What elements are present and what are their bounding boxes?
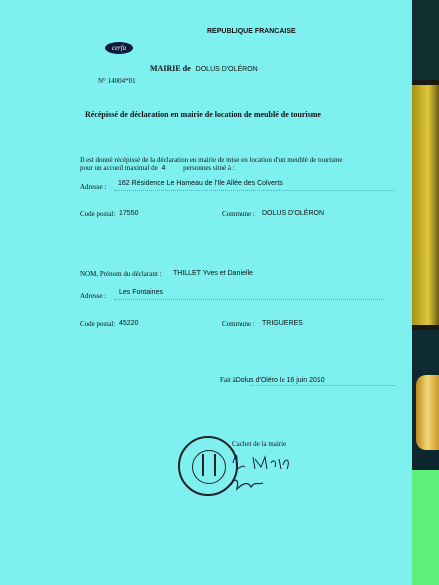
fait-label: Fait à bbox=[220, 376, 236, 384]
mayor-signature bbox=[225, 445, 305, 495]
background-strip-dark bbox=[412, 330, 439, 370]
document-title: Récépissé de déclaration en mairie de location de meublé de tourisme bbox=[85, 110, 321, 119]
intro-line-1: Il est donné récépissé de la déclaration en mairie de mise en location d'un meublé de tourisme bbox=[80, 156, 343, 164]
cachet-label: Cachet de la mairie bbox=[232, 440, 287, 448]
mairie-value: DOLUS D'OLÉRON bbox=[195, 66, 258, 73]
background-strip-green bbox=[412, 470, 439, 585]
declarant-name-value: THILLET Yves et Danielle bbox=[173, 270, 253, 277]
mairie-label: MAIRIE de bbox=[150, 64, 191, 73]
location-postal-label: Code postal: bbox=[80, 210, 116, 218]
date-underline bbox=[250, 385, 395, 386]
cerfa-logo: cerfa bbox=[105, 42, 133, 54]
intro-prefix: pour un accueil maximal de bbox=[80, 164, 158, 172]
mairie-line bbox=[150, 64, 258, 73]
background-strip-top bbox=[412, 0, 439, 80]
declarant-name-label: NOM, Prénom du déclarant : bbox=[80, 270, 162, 278]
stamp-emblem bbox=[202, 454, 216, 476]
declarant-commune-label: Commune : bbox=[222, 320, 255, 328]
gold-stripe bbox=[412, 85, 439, 325]
address-underline bbox=[114, 190, 394, 191]
location-address-label: Adresse : bbox=[80, 183, 107, 191]
declarant-address-underline bbox=[114, 299, 384, 300]
date-value: 16 juin 2010 bbox=[286, 377, 325, 384]
capacity-value: 4 bbox=[161, 165, 166, 172]
form-number: N° 14004*01 bbox=[98, 77, 136, 85]
declarant-postal-value: 45220 bbox=[119, 320, 139, 327]
date-label: le bbox=[279, 376, 285, 384]
declarant-address-value: Les Fontaines bbox=[119, 289, 163, 296]
fait-line bbox=[220, 376, 325, 384]
republique-header: REPUBLIQUE FRANCAISE bbox=[207, 28, 296, 35]
location-commune-value: DOLUS D'OLÉRON bbox=[262, 210, 325, 217]
background-strip-coin bbox=[412, 370, 439, 470]
location-commune-label: Commune : bbox=[222, 210, 255, 218]
location-address-value: 162 Résidence Le Hameau de l'Ile Allée des Colverts bbox=[118, 180, 283, 187]
declarant-address-label: Adresse : bbox=[80, 292, 107, 300]
declarant-commune-value: TRIGUERES bbox=[262, 320, 303, 327]
intro-suffix: personnes situé à : bbox=[183, 164, 235, 172]
intro-line-2 bbox=[80, 164, 235, 172]
declarant-postal-label: Code postal: bbox=[80, 320, 116, 328]
background-strip-gold bbox=[412, 80, 439, 330]
gold-coin-edge bbox=[416, 375, 439, 450]
location-postal-value: 17550 bbox=[119, 210, 139, 217]
fait-place: Dolus d'Oléro bbox=[235, 377, 278, 384]
